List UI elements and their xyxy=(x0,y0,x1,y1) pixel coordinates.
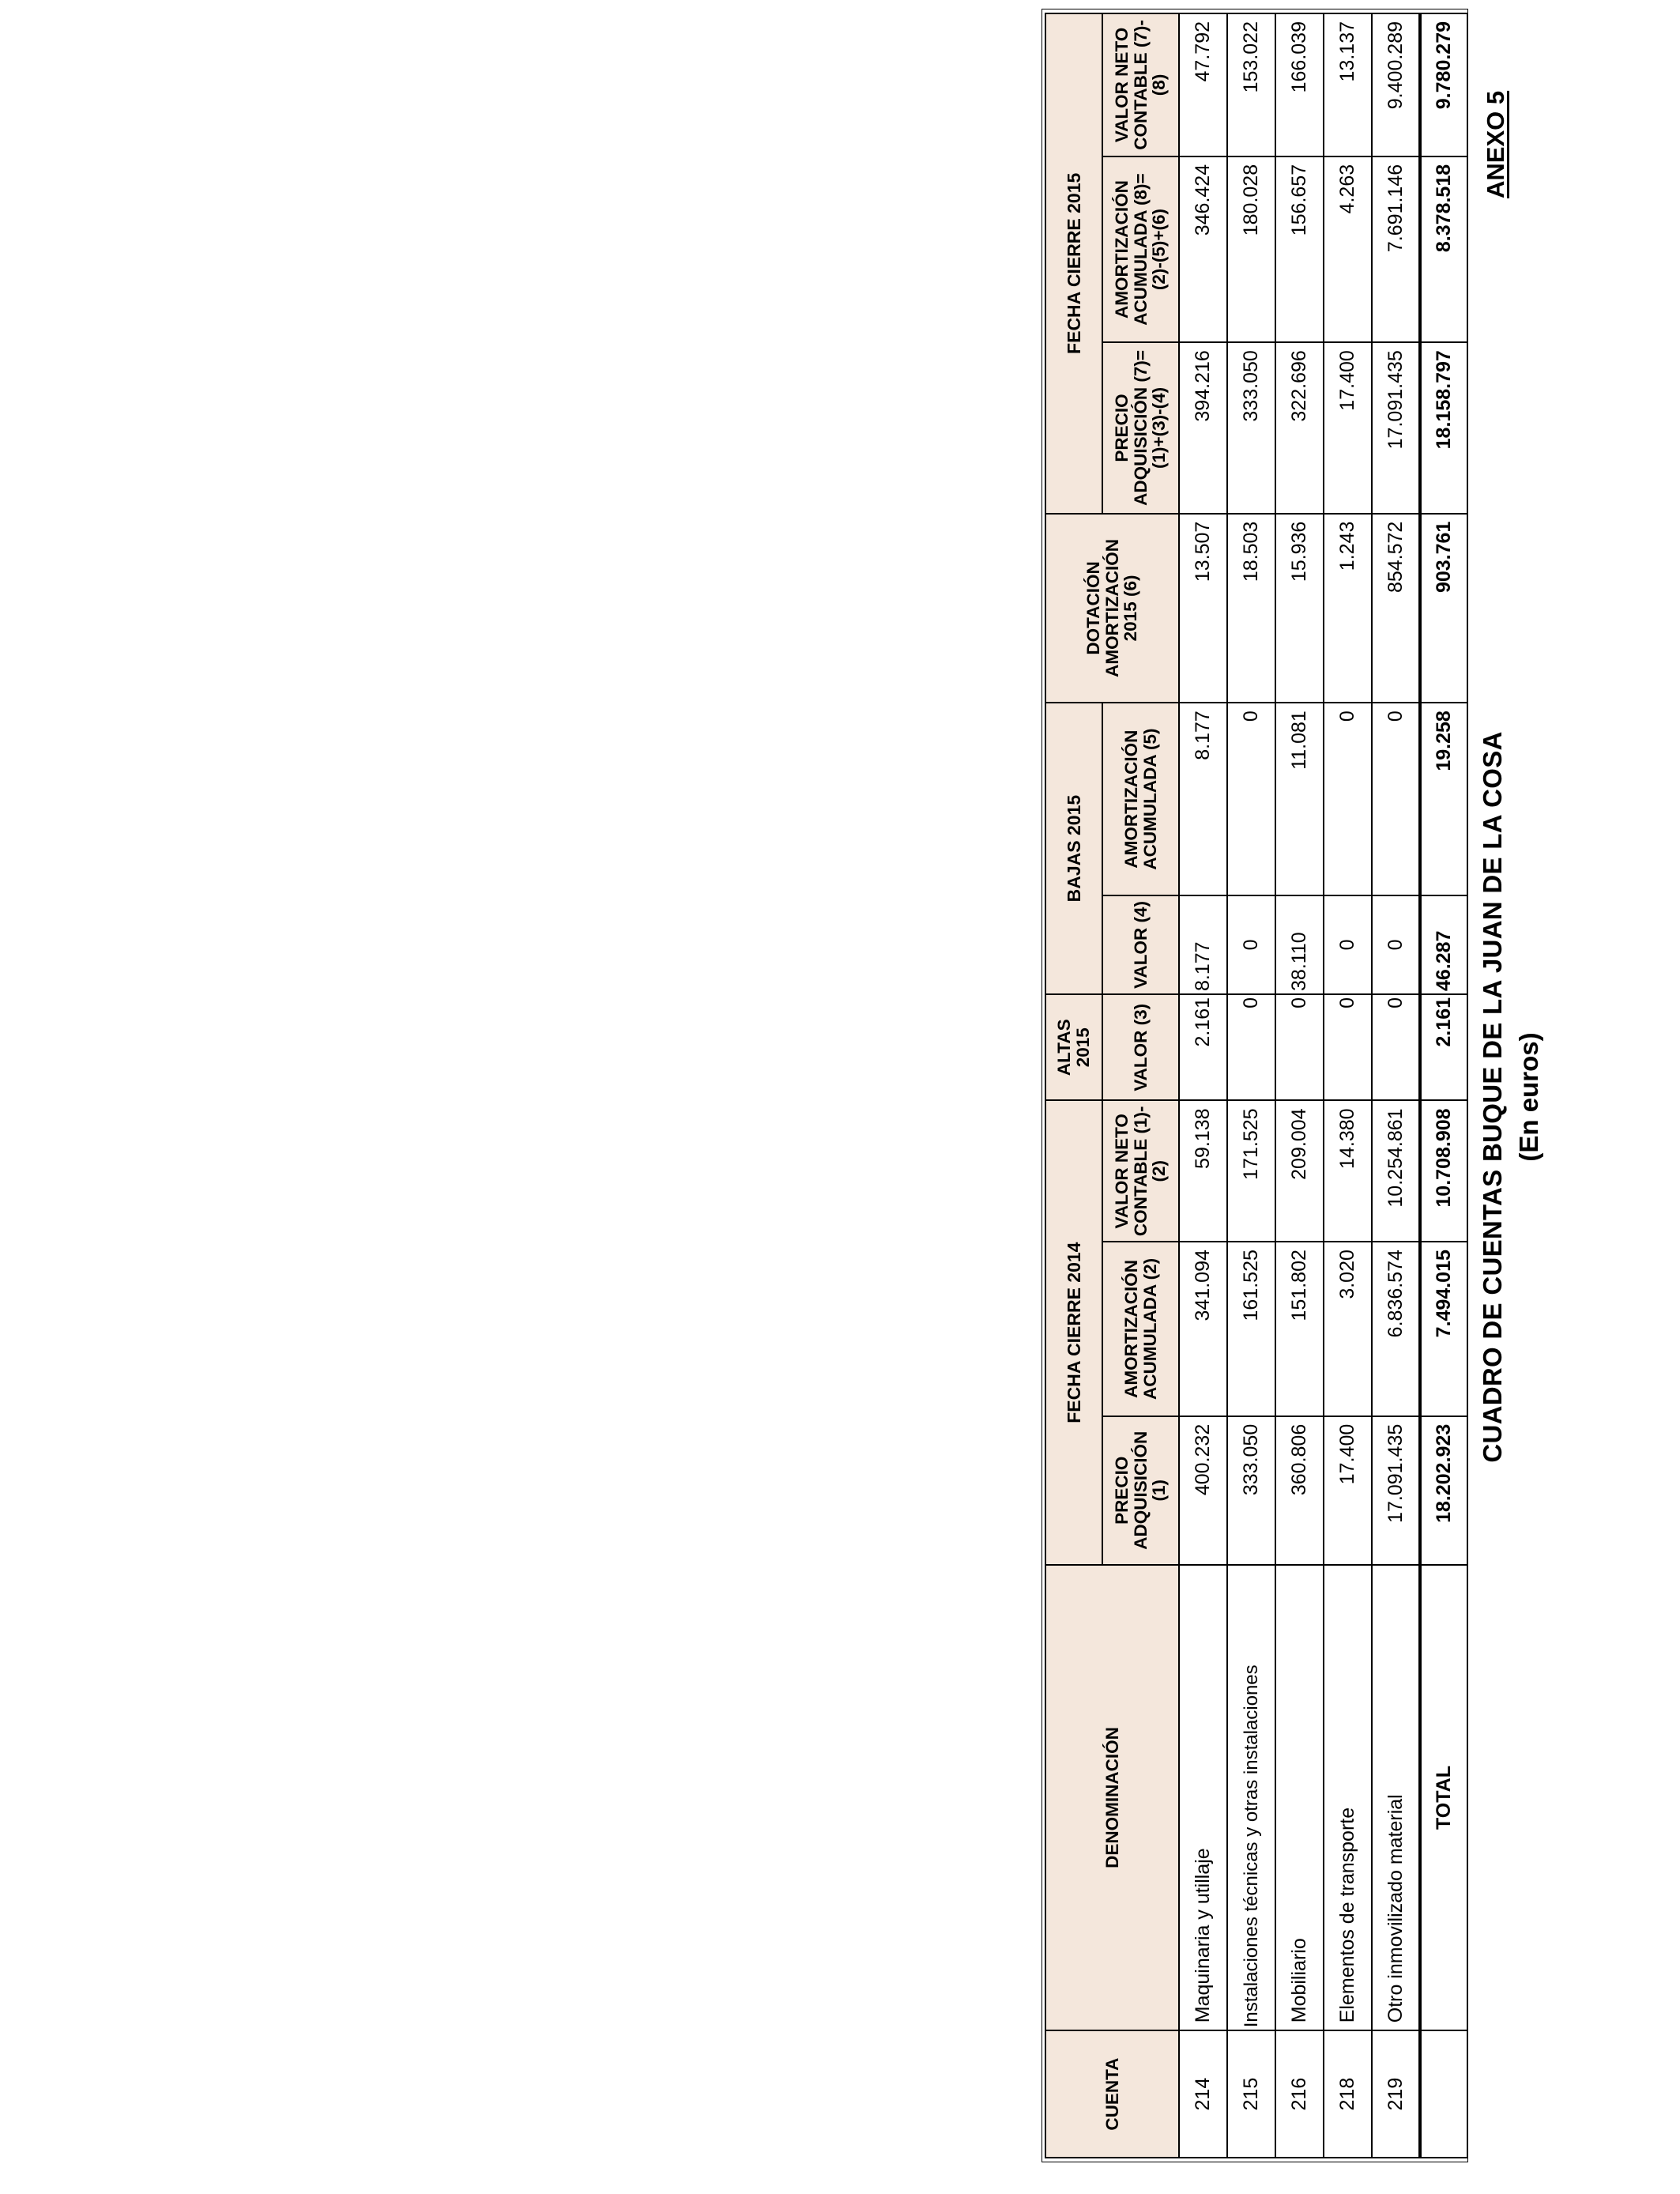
header-amort-2: AMORTIZACIÓN ACUMULADA (2) xyxy=(1102,1242,1179,1416)
cell-c3: 171.525 xyxy=(1227,1100,1275,1242)
cell-c1: 400.232 xyxy=(1179,1416,1227,1565)
header-valor-3: VALOR (3) xyxy=(1102,994,1179,1100)
cell-c7: 18.503 xyxy=(1227,514,1275,703)
cell-c6: 8.177 xyxy=(1179,703,1227,895)
cell-c9: 346.424 xyxy=(1179,156,1227,342)
cell-c10: 9.400.289 xyxy=(1372,13,1420,156)
cell-c8: 322.696 xyxy=(1275,342,1324,513)
total-c9: 8.378.518 xyxy=(1420,156,1467,342)
cell-cuenta: 219 xyxy=(1372,2030,1420,2158)
cell-c6: 0 xyxy=(1372,703,1420,895)
cell-c9: 180.028 xyxy=(1227,156,1275,342)
header-vnc-1-2: VALOR NETO CONTABLE (1)-(2) xyxy=(1102,1100,1179,1242)
cell-cuenta: 218 xyxy=(1324,2030,1372,2158)
cell-c1: 360.806 xyxy=(1275,1416,1324,1565)
annex-label: ANEXO 5 xyxy=(1482,90,1509,198)
header-amort-8: AMORTIZACIÓN ACUMULADA (8)=(2)-(5)+(6) xyxy=(1102,156,1179,342)
total-c8: 18.158.797 xyxy=(1420,342,1467,513)
cell-cuenta: 215 xyxy=(1227,2030,1275,2158)
cell-c9: 156.657 xyxy=(1275,156,1324,342)
total-row xyxy=(1420,13,1467,2158)
cell-c3: 59.138 xyxy=(1179,1100,1227,1242)
cell-c2: 151.802 xyxy=(1275,1242,1324,1416)
cell-c3: 10.254.861 xyxy=(1372,1100,1420,1242)
header-dotacion: DOTACIÓN AMORTIZACIÓN 2015 (6) xyxy=(1045,514,1179,703)
header-vnc-7-8: VALOR NETO CONTABLE (7)-(8) xyxy=(1102,13,1179,156)
accounts-table xyxy=(1045,13,1468,2158)
table-row xyxy=(1372,13,1420,2158)
cell-c6: 11.081 xyxy=(1275,703,1324,895)
cell-c7: 854.572 xyxy=(1372,514,1420,703)
cell-c5: 38.110 xyxy=(1275,895,1324,994)
cell-denominacion: Instalaciones técnicas y otras instalaciones xyxy=(1227,1565,1275,2030)
total-c6: 19.258 xyxy=(1420,703,1467,895)
cell-c10: 166.039 xyxy=(1275,13,1324,156)
cell-c7: 15.936 xyxy=(1275,514,1324,703)
cell-c4: 0 xyxy=(1324,994,1372,1100)
total-c2: 7.494.015 xyxy=(1420,1242,1467,1416)
table-row xyxy=(1324,13,1372,2158)
total-c3: 10.708.908 xyxy=(1420,1100,1467,1242)
total-c5: 46.287 xyxy=(1420,895,1467,994)
cell-c5: 8.177 xyxy=(1179,895,1227,994)
header-precio-1: PRECIO ADQUISICIÓN (1) xyxy=(1102,1416,1179,1565)
cell-c1: 17.400 xyxy=(1324,1416,1372,1565)
header-precio-7: PRECIO ADQUISICIÓN (7)=(1)+(3)-(4) xyxy=(1102,342,1179,513)
cell-c6: 0 xyxy=(1324,703,1372,895)
cell-c5: 0 xyxy=(1227,895,1275,994)
total-label: TOTAL xyxy=(1420,1565,1467,2030)
cell-c8: 17.091.435 xyxy=(1372,342,1420,513)
cell-c2: 341.094 xyxy=(1179,1242,1227,1416)
cell-c8: 333.050 xyxy=(1227,342,1275,513)
header-denominacion: DENOMINACIÓN xyxy=(1045,1565,1179,2030)
cell-c8: 17.400 xyxy=(1324,342,1372,513)
cell-c2: 161.525 xyxy=(1227,1242,1275,1416)
table-row xyxy=(1227,13,1275,2158)
cell-c1: 17.091.435 xyxy=(1372,1416,1420,1565)
document-title: CUADRO DE CUENTAS BUQUE DE LA JUAN DE LA COSA xyxy=(1478,731,1507,1463)
cell-c10: 13.137 xyxy=(1324,13,1372,156)
cell-c8: 394.216 xyxy=(1179,342,1227,513)
cell-denominacion: Maquinaria y utillaje xyxy=(1179,1565,1227,2030)
header-cuenta: CUENTA xyxy=(1045,2030,1179,2158)
header-valor-4: VALOR (4) xyxy=(1102,895,1179,994)
cell-c10: 153.022 xyxy=(1227,13,1275,156)
header-fecha-cierre-2015: FECHA CIERRE 2015 xyxy=(1045,13,1102,514)
cell-cuenta-empty xyxy=(1420,2030,1467,2158)
total-c7: 903.761 xyxy=(1420,514,1467,703)
cell-cuenta: 216 xyxy=(1275,2030,1324,2158)
cell-c4: 2.161 xyxy=(1179,994,1227,1100)
cell-c4: 0 xyxy=(1372,994,1420,1100)
cell-c6: 0 xyxy=(1227,703,1275,895)
cell-c4: 0 xyxy=(1275,994,1324,1100)
cell-c7: 13.507 xyxy=(1179,514,1227,703)
cell-c9: 4.263 xyxy=(1324,156,1372,342)
cell-c1: 333.050 xyxy=(1227,1416,1275,1565)
header-bajas-2015: BAJAS 2015 xyxy=(1045,703,1102,994)
table-row xyxy=(1179,13,1227,2158)
header-fecha-cierre-2014: FECHA CIERRE 2014 xyxy=(1045,1100,1102,1564)
cell-c3: 209.004 xyxy=(1275,1100,1324,1242)
cell-c5: 0 xyxy=(1324,895,1372,994)
cell-c4: 0 xyxy=(1227,994,1275,1100)
cell-c7: 1.243 xyxy=(1324,514,1372,703)
cell-c10: 47.792 xyxy=(1179,13,1227,156)
cell-c3: 14.380 xyxy=(1324,1100,1372,1242)
cell-denominacion: Otro inmovilizado material xyxy=(1372,1565,1420,2030)
header-altas-2015: ALTAS 2015 xyxy=(1045,994,1102,1100)
cell-denominacion: Mobiliario xyxy=(1275,1565,1324,2030)
cell-c5: 0 xyxy=(1372,895,1420,994)
table-row xyxy=(1275,13,1324,2158)
cell-c2: 3.020 xyxy=(1324,1242,1372,1416)
total-c1: 18.202.923 xyxy=(1420,1416,1467,1565)
cell-c2: 6.836.574 xyxy=(1372,1242,1420,1416)
total-c4: 2.161 xyxy=(1420,994,1467,1100)
total-c10: 9.780.279 xyxy=(1420,13,1467,156)
cell-denominacion: Elementos de transporte xyxy=(1324,1565,1372,2030)
document-subtitle: (En euros) xyxy=(1514,1032,1543,1162)
cell-cuenta: 214 xyxy=(1179,2030,1227,2158)
cell-c9: 7.691.146 xyxy=(1372,156,1420,342)
header-amort-5: AMORTIZACIÓN ACUMULADA (5) xyxy=(1102,703,1179,895)
